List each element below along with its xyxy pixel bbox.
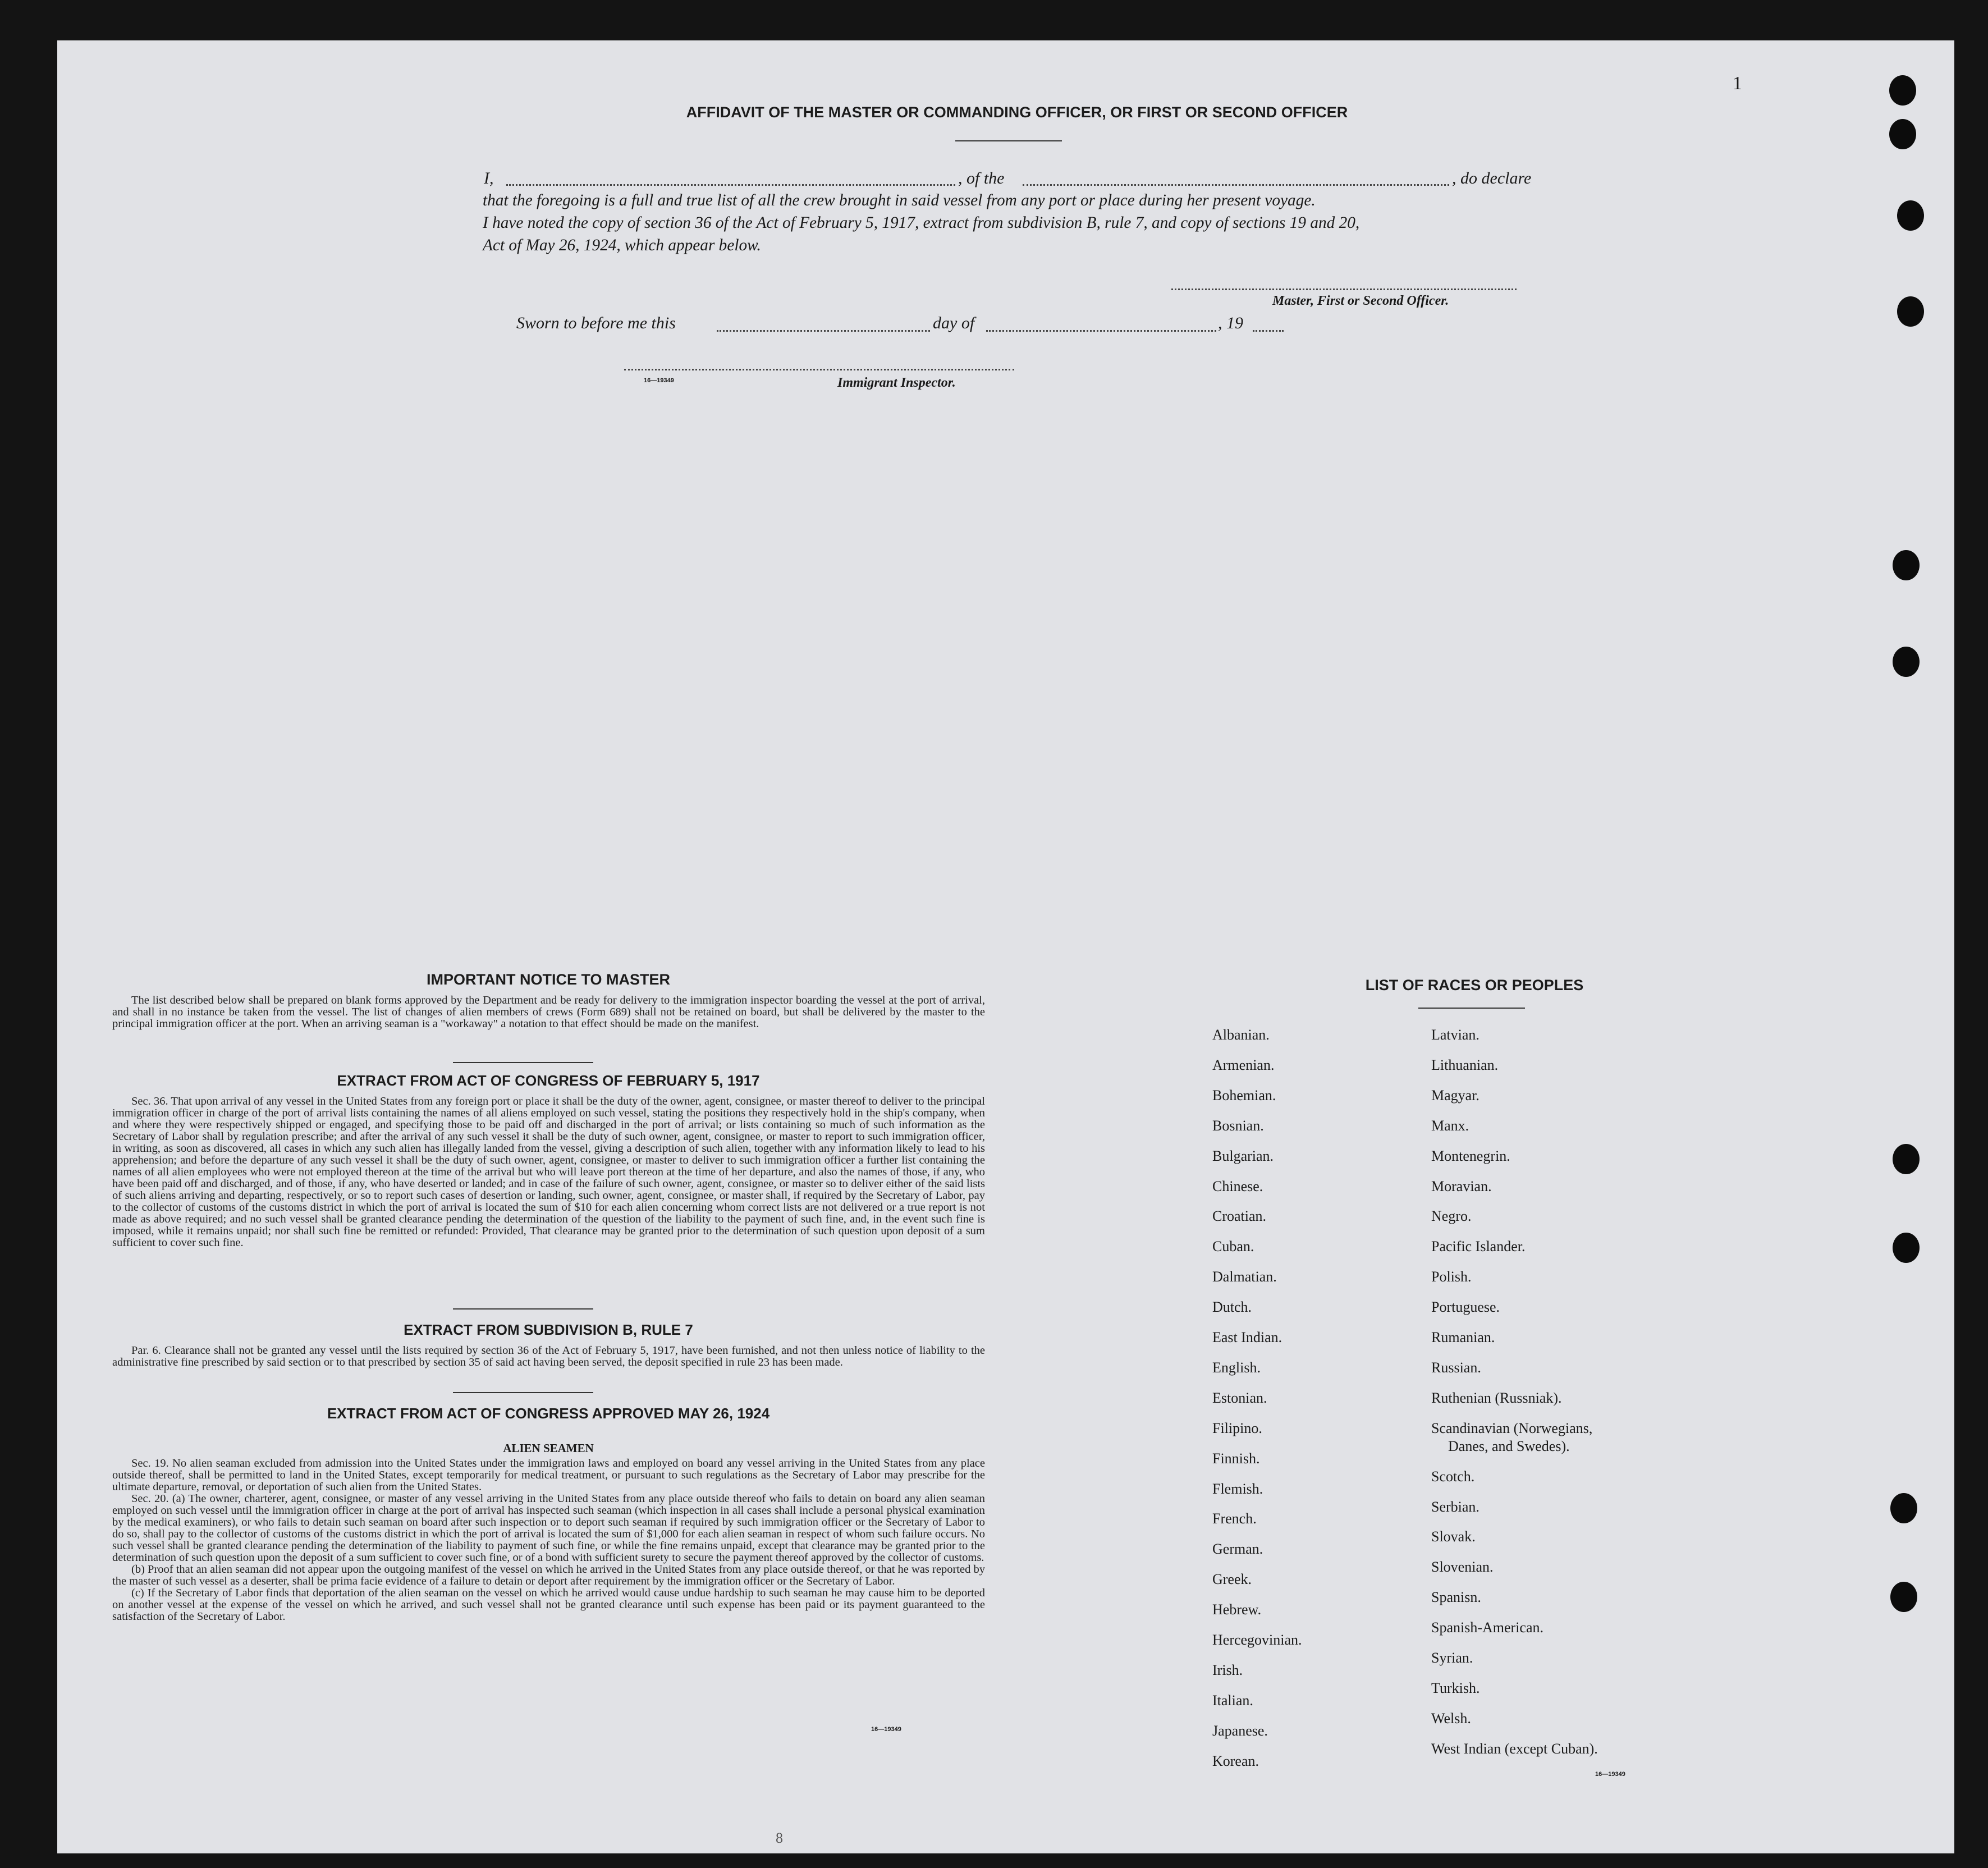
race-item: Moravian.	[1431, 1178, 1492, 1194]
race-item: Hercegovinian.	[1212, 1632, 1302, 1648]
race-item: Scotch.	[1431, 1468, 1475, 1485]
race-item: French.	[1212, 1510, 1257, 1527]
race-item: Scandinavian (Norwegians,	[1431, 1420, 1593, 1436]
notice-title: IMPORTANT NOTICE TO MASTER	[427, 971, 670, 988]
alien-seamen-subtitle: ALIEN SEAMEN	[503, 1441, 594, 1455]
race-item: Albanian.	[1212, 1027, 1270, 1043]
sworn-line-c: , 19	[1218, 314, 1243, 332]
race-item: Japanese.	[1212, 1722, 1268, 1739]
affidavit-form-code: 16—19349	[644, 377, 674, 384]
affidavit-line3: I have noted the copy of section 36 of the Act of February 5, 1917, extract from subdivision B, rule 7, and copy of sections 19 and 20,	[483, 214, 1360, 232]
races-form-code: 16—19349	[1595, 1771, 1625, 1778]
race-item: Montenegrin.	[1431, 1147, 1510, 1164]
race-item: Filipino.	[1212, 1420, 1262, 1436]
race-item: Cuban.	[1212, 1238, 1254, 1255]
race-item: Slovak.	[1431, 1528, 1476, 1545]
rule7-rule	[453, 1392, 593, 1393]
race-item: Italian.	[1212, 1692, 1253, 1709]
race-item: Flemish.	[1212, 1480, 1263, 1497]
race-item: Latvian.	[1431, 1027, 1479, 1043]
sec-36-text: Sec. 36. That upon arrival of any vessel in the United States from any foreign port or place it shall be the duty of the owner, agent, consignee, or master thereof to deliver to the principal immigration officer in charge of the port of arrival lists containing the names of all aliens employed on such vessel, stating the positions they respectively hold in the ship's company, when and where they were respectively shipped or engaged, and specifying those to be paid off and discharged in the port of arrival; or lists containing so much of such information as the Secretary of Labor shall by regulation prescribe; and after the arrival of any such vessel it shall be the duty of such owner, agent, consignee, or master to report to such immigration officer, in writing, as soon as discovered, all cases in which any such alien has illegally landed from the vessel, giving a description of such alien, together with any information likely to lead to his apprehension; and before the departure of any such vessel it shall be the duty of such owner, agent, consignee, or master to deliver to such immigration officer a further list containing the names of all alien employees who were not employed thereon at the time of the arrival but who will leave port thereon at the time of her departure, and also the names of those, if any, who have been paid off and discharged, and of those, if any, who have deserted or landed; and in case of the failure of such owner, agent, consignee, or master so to deliver either of the said lists of such aliens arriving and departing, respectively, or so to report such cases of desertion or landing, such owner, agent, consignee, or master shall, if required by the Secretary of Labor, pay to the collector of customs of the customs district in which the port of arrival is located the sum of $10 for each alien concerning whom correct lists are not delivered or a true report is not made as above required; and no such vessel shall be granted clearance pending the determination of the question of the liability to the payment of such fine, and, in the event such fine is imposed, while it remains unpaid; nor shall such fine be remitted or refunded: Provided, That clearance may be granted prior to the determination of such question upon deposit of a sum sufficient to cover such fine.	[112, 1095, 985, 1249]
sworn-line-a: Sworn to before me this	[516, 314, 676, 332]
affidavit-line2: that the foregoing is a full and true list of all the crew brought in said vessel from any port or place during her present voyage.	[483, 191, 1316, 209]
race-item: Spanisn.	[1431, 1589, 1481, 1606]
rule7-body	[112, 1345, 985, 1368]
inspector-label: Immigrant Inspector.	[837, 376, 956, 390]
extract-1924-form-code: 16—19349	[871, 1726, 901, 1733]
race-item: Irish.	[1212, 1661, 1243, 1678]
race-item: Turkish.	[1431, 1679, 1480, 1696]
sworn-day-field[interactable]	[717, 330, 930, 332]
punch-hole	[1890, 1582, 1917, 1612]
extract-1924-body	[112, 1458, 985, 1623]
extract-1917-title: EXTRACT FROM ACT OF CONGRESS OF FEBRUARY 5, 1917	[337, 1072, 760, 1089]
rule7-title: EXTRACT FROM SUBDIVISION B, RULE 7	[404, 1321, 693, 1338]
punch-hole	[1889, 75, 1916, 106]
punch-hole	[1893, 550, 1920, 580]
par-6-text: Par. 6. Clearance shall not be granted any vessel until the lists required by section 36 of the Act of February 5, 1917, have been furnished, and not then unless notice of liability to the administrative fine prescribed by said section or to that prescribed by section 35 of said act having been served, the deposit specified in rule 23 has been made.	[112, 1344, 985, 1368]
punch-hole	[1897, 200, 1924, 231]
race-item: Finnish.	[1212, 1450, 1260, 1467]
race-item: East Indian.	[1212, 1329, 1282, 1345]
race-item: Polish.	[1431, 1269, 1472, 1285]
affidavit-title-rule	[955, 140, 1062, 141]
race-item: Dalmatian.	[1212, 1269, 1277, 1285]
race-item: Greek.	[1212, 1571, 1252, 1588]
race-item: English.	[1212, 1359, 1261, 1376]
race-item: Negro.	[1431, 1208, 1472, 1225]
race-item: West Indian (except Cuban).	[1431, 1740, 1598, 1757]
race-item: Korean.	[1212, 1752, 1259, 1769]
race-item: German.	[1212, 1541, 1263, 1558]
extract-1917-body	[112, 1096, 985, 1249]
race-item: Croatian.	[1212, 1208, 1267, 1225]
race-item: Welsh.	[1431, 1710, 1471, 1727]
race-item: Bosnian.	[1212, 1117, 1264, 1134]
punch-hole	[1889, 119, 1916, 149]
vessel-name-field[interactable]	[1023, 184, 1449, 186]
race-item: Estonian.	[1212, 1389, 1267, 1406]
race-item: Serbian.	[1431, 1498, 1479, 1515]
bottom-mark: 8	[776, 1830, 783, 1846]
race-item: Chinese.	[1212, 1178, 1263, 1194]
race-item: Pacific Islander.	[1431, 1238, 1526, 1255]
races-title-rule	[1418, 1008, 1525, 1009]
race-item: Lithuanian.	[1431, 1056, 1499, 1073]
race-item: Danes, and Swedes).	[1448, 1437, 1570, 1454]
race-item: Magyar.	[1431, 1087, 1479, 1104]
race-item: Hebrew.	[1212, 1601, 1262, 1618]
race-item: Dutch.	[1212, 1299, 1252, 1316]
sec-20c-text: (c) If the Secretary of Labor finds that deportation of the alien seaman on the vessel on which he arrived would cause undue hardship to such seaman he may cause him to be deported on another vessel at the expense of the vessel on which he arrived, and such vessel shall not be granted clearance until such expense has been paid or its payment guaranteed to the satisfaction of the Secretary of Labor.	[112, 1587, 985, 1623]
race-item: Slovenian.	[1431, 1559, 1494, 1576]
master-signature-field[interactable]	[1171, 289, 1517, 290]
extract-1924-title: EXTRACT FROM ACT OF CONGRESS APPROVED MAY 26, 1924	[327, 1405, 770, 1422]
notice-text: The list described below shall be prepared on blank forms approved by the Department and be ready for delivery to the immigration inspector boarding the vessel at the port of arrival, and shall in no instance be taken from the vessel. The list of changes of alien members of crews (Form 689) shall not be retained on board, but shall be delivered by the master to the principal immigration officer at the port. When an arriving seaman is a "workaway" a notation to that effect should be made on the manifest.	[112, 994, 985, 1030]
master-signature-label: Master, First or Second Officer.	[1272, 294, 1449, 308]
races-title: LIST OF RACES OR PEOPLES	[1365, 977, 1584, 993]
race-item: Armenian.	[1212, 1056, 1275, 1073]
punch-hole	[1893, 1144, 1920, 1174]
affidavit-line1-a: I,	[484, 169, 494, 187]
punch-hole	[1890, 1493, 1917, 1523]
race-item: Rumanian.	[1431, 1329, 1495, 1345]
sec-20b-text: (b) Proof that an alien seaman did not appear upon the outgoing manifest of the vessel on which he arrived in the United States from any place outside thereof, or that he was reported by the master of such vessel as a deserter, shall be prima facie evidence of a failure to detain or deport after requirement by the immigration officer or the Secretary of Labor.	[112, 1563, 985, 1587]
sworn-year-field[interactable]	[1253, 330, 1284, 332]
punch-hole	[1893, 1233, 1920, 1263]
punch-hole	[1893, 647, 1920, 677]
race-item: Spanish-American.	[1431, 1619, 1544, 1636]
declarant-name-field[interactable]	[506, 184, 955, 186]
inspector-signature-field[interactable]	[624, 369, 1014, 370]
race-item: Portuguese.	[1431, 1299, 1500, 1316]
sec-19-text: Sec. 19. No alien seaman excluded from admission into the United States under the immigration laws and employed on board any vessel arriving in the United States from any place outside thereof, shall be permitted to land in the United States, except temporarily for medical treatment, or pursuant to such regulations as the Secretary of Labor may prescribe for the ultimate departure, removal, or deportation of such alien from the United States.	[112, 1457, 985, 1493]
notice-body	[112, 995, 985, 1030]
race-item: Manx.	[1431, 1117, 1469, 1134]
race-item: Syrian.	[1431, 1650, 1473, 1666]
sec-20a-text: Sec. 20. (a) The owner, charterer, agent, consignee, or master of any vessel arriving in the United States from any place outside thereof who fails to detain on board any alien seaman employed on such vessel until the immigration officer in charge at the port of arrival has inspected such seaman (which inspection in all cases shall include a personal physical examination by the medical examiners), or who fails to detain such seaman on board after such inspection or to deport such seaman if required by such immigration officer or the Secretary of Labor to do so, shall pay to the collector of customs of the customs district in which the port of arrival is located the sum of $1,000 for each alien seaman in respect of whom such failure occurs. No such vessel shall be granted clearance pending the determination of the liability to payment of such fine, or while the fine remains unpaid, except that clearance may be granted prior to the determination of such question upon the deposit of a sum sufficient to cover such fine, or of a bond with sufficient surety to secure the payment thereof approved by the collector of customs.	[112, 1492, 985, 1564]
corner-mark: 1	[1733, 73, 1742, 94]
affidavit-line1-b: , of the	[958, 169, 1005, 187]
race-item: Ruthenian (Russniak).	[1431, 1389, 1562, 1406]
sworn-month-field[interactable]	[986, 330, 1216, 332]
punch-hole	[1897, 296, 1924, 327]
form-page	[57, 40, 1954, 1853]
race-item: Bulgarian.	[1212, 1147, 1274, 1164]
sworn-line-b: day of	[933, 314, 975, 332]
affidavit-title: AFFIDAVIT OF THE MASTER OR COMMANDING OFFICER, OR FIRST OR SECOND OFFICER	[686, 104, 1348, 121]
race-item: Russian.	[1431, 1359, 1481, 1376]
notice-rule	[453, 1062, 593, 1063]
extract-1917-rule	[453, 1308, 593, 1310]
affidavit-line4: Act of May 26, 1924, which appear below.	[483, 236, 761, 254]
race-item: Bohemian.	[1212, 1087, 1276, 1104]
affidavit-line1-c: , do declare	[1452, 169, 1532, 187]
